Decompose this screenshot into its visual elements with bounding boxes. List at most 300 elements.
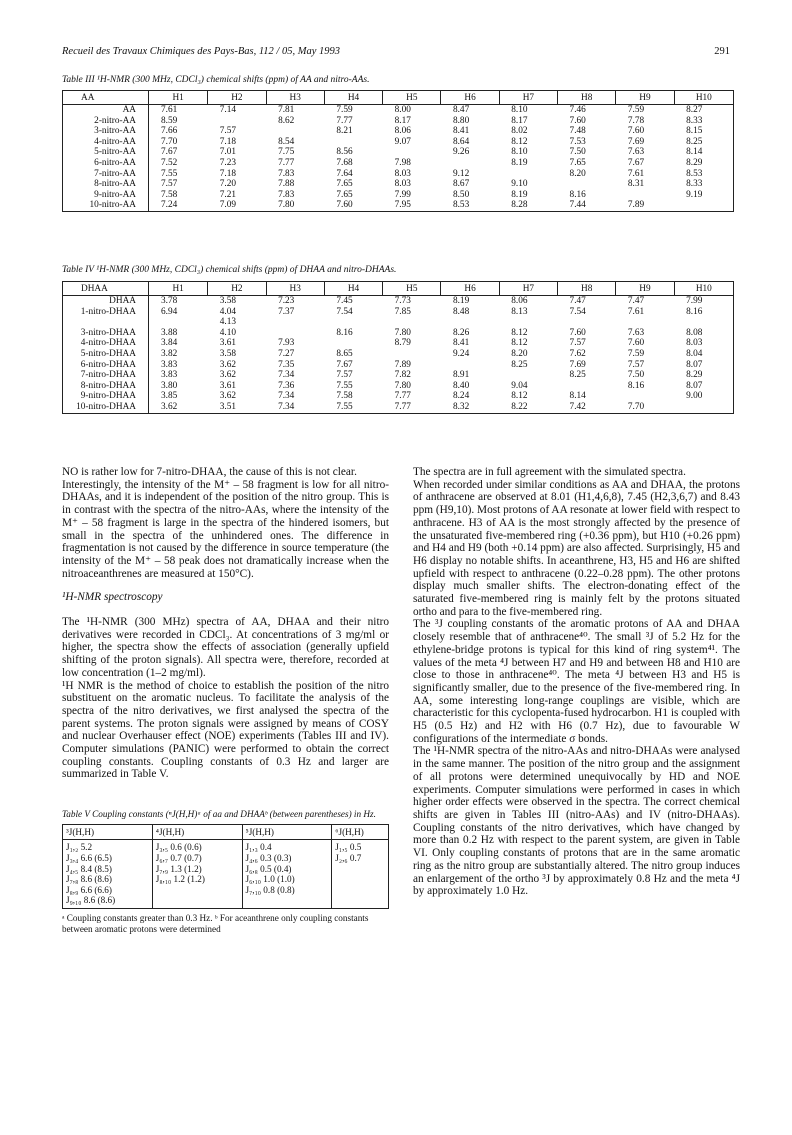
table-row xyxy=(63,126,734,137)
shift-value: 7.61 xyxy=(627,306,645,317)
table5-cell xyxy=(63,840,153,909)
shift-value: 7.34 xyxy=(278,401,295,412)
coupling-value: J₆,₈ 0.5 (0.4) xyxy=(245,863,292,874)
paragraph: Interestingly, the intensity of the M⁺ – 58 fragment is low for all nitro-DHAAs, and it is independent of the position of the nitro group. This is in contrast with the spectra of the nitro-AAs, where the intensity of the M⁺ – 58 fragment is large in the spectra of the hindered isomers, but small in the spectra of the unhindered ones. The difference in fragmentation is not caused by the difference in source temperature (the intensity of the M⁺ – 58 peak does not dramatically increase when the nitroaceanthrenes are measured at 150°C). xyxy=(62,478,389,580)
shift-value: 7.58 xyxy=(161,189,178,200)
shift-value: 7.09 xyxy=(219,200,237,211)
shift-value xyxy=(616,317,674,328)
paragraph: The ³J coupling constants of the aromatic protons of AA and DHAA closely resemble that of anthracene⁴⁰. The small ³J of 5.2 Hz for the ethylene-bridge protons is typical for this kind of ring system⁴¹. The values of the meta ⁴J between H7 and H9 and between H8 and H10 are close to those in anthracene⁴⁰. The meta ⁴J between H3 and H5 is significantly smaller, due to the presence of the five-membered ring. In AA, some interesting long-range couplings are visible, which are characteristic for this cyclopenta-fused hydrocarbon. H1 is coupled with H5 (0.5 Hz) and H2 with H6 (0.7 Hz), due to favourable W configurations of the intermediate σ bonds. xyxy=(413,618,740,745)
shift-value: 7.83 xyxy=(278,189,295,200)
compound-name: 4-nitro-DHAA xyxy=(63,338,149,349)
table5-footnote: ᵃ Coupling constants greater than 0.3 Hz. ᵇ For aceanthrene only coupling constants between aromatic protons were determined xyxy=(62,912,369,934)
table-row xyxy=(63,190,734,201)
table-row xyxy=(63,200,734,211)
shift-value xyxy=(149,317,208,328)
shift-value: 9.10 xyxy=(511,179,528,190)
table4-column-header: H8 xyxy=(558,282,616,296)
shift-value: 7.59 xyxy=(336,105,353,115)
shift-value: 7.88 xyxy=(278,179,295,190)
table-row xyxy=(63,158,734,169)
shift-value: 7.37 xyxy=(278,306,295,317)
shift-value: 8.20 xyxy=(569,168,586,179)
shift-value: 7.55 xyxy=(336,401,353,412)
paragraph: NO is rather low for 7-nitro-DHAA, the cause of this is not clear. xyxy=(62,466,357,478)
shift-value: 8.19 xyxy=(511,189,528,200)
shift-value: 7.62 xyxy=(569,348,586,359)
table5-cell xyxy=(152,840,242,909)
shift-value: 8.25 xyxy=(569,370,586,381)
shift-value: 9.00 xyxy=(686,391,703,402)
shift-value: 8.00 xyxy=(394,105,411,115)
shift-value: 7.70 xyxy=(627,401,645,412)
compound-name: 6-nitro-AA xyxy=(63,158,149,169)
shift-value: 3.83 xyxy=(161,359,178,370)
coupling-value: J₉,₁₀ 8.6 (8.6) xyxy=(66,895,116,906)
shift-value: 8.32 xyxy=(452,401,470,412)
shift-value: 9.07 xyxy=(394,136,411,147)
shift-value: 3.82 xyxy=(161,348,178,359)
shift-value: 7.57 xyxy=(569,338,586,349)
shift-value: 7.61 xyxy=(161,105,178,115)
shift-value: 8.06 xyxy=(394,126,411,137)
shift-value: 3.62 xyxy=(219,370,237,381)
paragraph: The spectra are in full agreement with the simulated spectra. xyxy=(413,466,686,478)
coupling-value: J₁,₅ 0.5 xyxy=(335,842,362,853)
shift-value: 7.93 xyxy=(278,338,295,349)
shift-value: 7.57 xyxy=(336,370,353,381)
shift-value xyxy=(324,317,382,328)
shift-value: 8.17 xyxy=(394,115,411,126)
shift-value: 7.65 xyxy=(336,189,353,200)
shift-value xyxy=(499,317,557,328)
shift-value xyxy=(499,370,557,381)
shift-value: 7.73 xyxy=(394,296,411,306)
table5-caption: Table V Coupling constants (ⁿJ(H,H)ᵃ of aa and DHAAᵇ (between parentheses) in Hz. xyxy=(62,809,376,820)
shift-value: 9.04 xyxy=(511,380,528,391)
shift-value: 7.54 xyxy=(336,306,353,317)
table5-header: ⁴J(H,H) xyxy=(152,824,242,840)
shift-value: 7.18 xyxy=(219,168,237,179)
shift-value xyxy=(558,381,616,392)
table4-column-header: H5 xyxy=(383,282,441,296)
shift-value: 7.57 xyxy=(219,126,237,137)
coupling-value: J₈,₉ 6.6 (6.6) xyxy=(66,884,112,895)
shift-value: 3.58 xyxy=(219,296,237,306)
shift-value: 7.50 xyxy=(569,147,586,158)
shift-value: 4.04 xyxy=(219,306,237,317)
table4-column-header: H6 xyxy=(441,282,499,296)
shift-value: 8.03 xyxy=(394,179,411,190)
shift-value: 7.61 xyxy=(627,168,645,179)
table5-header: ⁵J(H,H) xyxy=(242,824,332,840)
shift-value: 8.12 xyxy=(511,338,528,349)
shift-value: 7.23 xyxy=(219,157,237,168)
compound-name: 6-nitro-DHAA xyxy=(63,360,149,371)
shift-value: 8.12 xyxy=(511,327,528,338)
shift-value xyxy=(441,360,499,371)
shift-value: 8.10 xyxy=(511,105,528,115)
compound-name: 5-nitro-DHAA xyxy=(63,349,149,360)
table-row xyxy=(63,381,734,392)
shift-value xyxy=(674,402,733,413)
shift-value: 8.29 xyxy=(686,157,703,168)
shift-value: 7.44 xyxy=(569,200,586,211)
shift-value: 3.61 xyxy=(219,380,237,391)
table5-header: ⁶J(H,H) xyxy=(332,824,389,840)
shift-value xyxy=(558,179,616,190)
shift-value: 7.42 xyxy=(569,401,586,412)
shift-value: 7.67 xyxy=(627,157,645,168)
compound-name: 2-nitro-AA xyxy=(63,116,149,127)
compound-name: 7-nitro-AA xyxy=(63,169,149,180)
shift-value: 8.17 xyxy=(511,115,528,126)
shift-value: 8.25 xyxy=(511,359,528,370)
shift-value: 3.84 xyxy=(161,338,178,349)
shift-value: 4.13 xyxy=(219,317,237,328)
shift-value: 8.54 xyxy=(278,136,295,147)
coupling-value: J₈,₁₀ 1.2 (1.2) xyxy=(155,874,205,885)
shift-value xyxy=(324,338,382,349)
coupling-value: J₆,₁₀ 1.0 (1.0) xyxy=(245,874,295,885)
shift-value: 8.04 xyxy=(686,348,703,359)
shift-value: 8.07 xyxy=(686,380,703,391)
table3-column-header: H1 xyxy=(149,91,208,105)
table3-column-header: H4 xyxy=(324,91,382,105)
shift-value: 7.80 xyxy=(394,380,411,391)
shift-value xyxy=(383,317,441,328)
shift-value: 7.54 xyxy=(569,306,586,317)
coupling-value: J₆,₇ 0.7 (0.7) xyxy=(155,852,202,863)
shift-value: 8.02 xyxy=(511,126,528,137)
table3 xyxy=(62,90,734,212)
shift-value: 7.85 xyxy=(394,306,411,317)
compound-name: 10-nitro-AA xyxy=(63,200,149,211)
shift-value xyxy=(674,200,733,211)
shift-value: 7.99 xyxy=(394,189,411,200)
shift-value: 7.45 xyxy=(336,296,353,306)
shift-value: 8.64 xyxy=(452,136,470,147)
table3-column-header: H10 xyxy=(674,91,733,105)
shift-value: 8.19 xyxy=(452,296,470,306)
shift-value: 8.56 xyxy=(336,147,353,158)
shift-value: 3.61 xyxy=(219,338,237,349)
shift-value: 3.62 xyxy=(161,401,178,412)
coupling-value: J₇,₈ 8.6 (8.6) xyxy=(66,874,112,885)
table-row xyxy=(63,402,734,413)
shift-value: 7.65 xyxy=(569,157,586,168)
coupling-value: J₇,₁₀ 0.8 (0.8) xyxy=(245,884,295,895)
compound-name: 3-nitro-DHAA xyxy=(63,328,149,339)
table5 xyxy=(62,824,389,909)
shift-value: 9.12 xyxy=(452,168,470,179)
shift-value: 7.89 xyxy=(627,200,645,211)
shift-value xyxy=(266,317,324,328)
table-row xyxy=(63,147,734,158)
table3-column-header: H3 xyxy=(266,91,324,105)
shift-value: 9.26 xyxy=(452,147,470,158)
shift-value: 3.85 xyxy=(161,391,178,402)
shift-value: 8.03 xyxy=(686,338,703,349)
compound-name: 1-nitro-DHAA xyxy=(63,307,149,318)
shift-value: 7.27 xyxy=(278,348,295,359)
compound-name: 7-nitro-DHAA xyxy=(63,370,149,381)
shift-value: 7.46 xyxy=(569,105,586,115)
shift-value: 8.33 xyxy=(686,115,703,126)
shift-value: 7.82 xyxy=(394,370,411,381)
shift-value: 8.62 xyxy=(278,115,295,126)
coupling-value: J₃,₄ 6.6 (6.5) xyxy=(66,852,112,863)
table4-header-row xyxy=(63,282,734,296)
section-heading: ¹H-NMR spectroscopy xyxy=(62,591,163,604)
shift-value: 8.59 xyxy=(161,115,178,126)
compound-name xyxy=(63,317,149,328)
shift-value: 8.26 xyxy=(452,327,470,338)
shift-value: 8.24 xyxy=(452,391,470,402)
table-row xyxy=(63,105,734,116)
shift-value: 7.69 xyxy=(569,359,586,370)
table3-column-header: AA xyxy=(63,91,149,105)
table4-body xyxy=(63,296,734,414)
table-row xyxy=(63,179,734,190)
coupling-value: J₃,₅ 0.6 (0.6) xyxy=(155,842,202,853)
shift-value: 7.55 xyxy=(161,168,178,179)
table3-column-header: H6 xyxy=(441,91,499,105)
shift-value: 8.15 xyxy=(686,126,703,137)
shift-value: 8.40 xyxy=(452,380,470,391)
table4 xyxy=(62,281,734,414)
paragraph: The ¹H-NMR (300 MHz) spectra of AA, DHAA and their nitro derivatives were recorded in CDCl₃. At concentrations of 3 mg/ml or higher, the spectra show the effects of association (generally upfield shifting of the proton signals). All spectra were, therefore, recorded at low concentration (1–2 mg/ml). xyxy=(62,616,389,679)
shift-value: 8.14 xyxy=(686,147,703,158)
paragraph: When recorded under similar conditions as AA and DHAA, the protons of anthracene are observed at 8.01 (H1,4,6,8), 7.45 (H2,3,6,7) and 8.43 ppm (H9,10). Most protons of AA resonate at lower field with respect to anthracene. H3 of AA is the most strongly affected by the presence of the unsaturated five-membered ring (+0.36 ppm), but H10 (+0.26 ppm) and H4 and H9 (both +0.14 ppm) are also affected. Surprisingly, H5 and H6 display no notable shifts. In aceanthrene, H3, H5 and H6 are shifted upfield with respect to anthracene (0.22–0.28 ppm). The other protons display much smaller shifts. The electron-donating effect of the saturated five-membered ring is mainly felt by the protons situated ortho and para to the five-membered ring. xyxy=(413,478,741,618)
shift-value: 8.31 xyxy=(627,179,645,190)
shift-value: 7.59 xyxy=(627,348,645,359)
compound-name: 8-nitro-DHAA xyxy=(63,381,149,392)
shift-value: 7.57 xyxy=(627,359,645,370)
shift-value: 8.53 xyxy=(686,168,703,179)
shift-value: 7.67 xyxy=(336,359,353,370)
shift-value: 7.77 xyxy=(394,401,411,412)
shift-value: 6.94 xyxy=(161,306,178,317)
table3-column-header: H8 xyxy=(558,91,616,105)
table-row xyxy=(63,370,734,381)
shift-value: 8.25 xyxy=(686,136,703,147)
compound-name: AA xyxy=(63,105,149,116)
right-column xyxy=(413,466,740,898)
shift-value: 8.20 xyxy=(511,348,528,359)
shift-value: 7.77 xyxy=(336,115,353,126)
table3-column-header: H2 xyxy=(208,91,266,105)
shift-value: 8.07 xyxy=(686,359,703,370)
shift-value xyxy=(266,126,324,137)
page-number: 291 xyxy=(714,46,730,57)
compound-name: 3-nitro-AA xyxy=(63,126,149,137)
shift-value: 8.08 xyxy=(686,327,703,338)
shift-value: 7.58 xyxy=(336,391,353,402)
shift-value: 7.68 xyxy=(336,157,353,168)
table4-column-header: DHAA xyxy=(63,282,149,296)
running-header xyxy=(62,46,730,62)
shift-value: 8.50 xyxy=(452,189,470,200)
shift-value xyxy=(441,317,499,328)
shift-value: 8.80 xyxy=(452,115,470,126)
shift-value xyxy=(499,169,557,180)
table4-column-header: H10 xyxy=(674,282,733,296)
shift-value: 7.14 xyxy=(219,105,237,115)
shift-value: 7.47 xyxy=(627,296,645,306)
table3-header-row xyxy=(63,91,734,105)
table-row xyxy=(63,328,734,339)
left-column xyxy=(62,466,389,934)
shift-value xyxy=(383,349,441,360)
shift-value: 7.89 xyxy=(394,359,411,370)
paragraph: The ¹H-NMR spectra of the nitro-AAs and nitro-DHAAs were analysed in the same manner. The position of the nitro group and the assignment of all protons were determined unequivocally by HD and NOE experiments. Computer simulations were performed in cases in which higher order effects were observed in the spectra. The correct chemical shifts are given in Tables III (nitro-AAs) and IV (nitro-DHAAs). Coupling constants of the nitro derivatives, which have changed by more than 0.2 Hz with respect to the parent system, are given in Table VI. Only coupling constants of protons that are in the same aromatic ring as the nitro group are substantially altered. The nitro group induces an enlargement of the ortho ³J by approximately 0.8 Hz and the meta ⁴J by approximately 1.0 Hz. xyxy=(413,745,740,898)
shift-value: 3.62 xyxy=(219,391,237,402)
table-row xyxy=(63,307,734,318)
shift-value: 8.41 xyxy=(452,126,470,137)
shift-value: 8.28 xyxy=(511,200,528,211)
table4-column-header: H4 xyxy=(324,282,382,296)
coupling-value: J₁,₂ 5.2 xyxy=(66,842,93,853)
shift-value: 7.23 xyxy=(278,296,295,306)
shift-value: 7.36 xyxy=(278,380,295,391)
shift-value: 8.91 xyxy=(452,370,470,381)
shift-value: 8.29 xyxy=(686,370,703,381)
shift-value: 7.60 xyxy=(336,200,353,211)
shift-value: 7.24 xyxy=(161,200,178,211)
table3-body xyxy=(63,105,734,212)
table5-header: ³J(H,H) xyxy=(63,824,153,840)
table4-column-header: H3 xyxy=(266,282,324,296)
shift-value: 7.78 xyxy=(627,115,645,126)
table-row xyxy=(63,391,734,402)
coupling-value: J₁,₃ 0.4 xyxy=(245,842,272,853)
shift-value: 7.75 xyxy=(278,147,295,158)
shift-value xyxy=(266,328,324,339)
shift-value: 3.88 xyxy=(161,327,178,338)
coupling-value: J₄,₅ 8.4 (8.5) xyxy=(66,863,112,874)
shift-value: 7.47 xyxy=(569,296,586,306)
table3-column-header: H5 xyxy=(383,91,441,105)
shift-value xyxy=(383,147,441,158)
compound-name: DHAA xyxy=(63,296,149,307)
table5-cell xyxy=(242,840,332,909)
table-row xyxy=(63,116,734,127)
shift-value: 8.67 xyxy=(452,179,470,190)
table4-column-header: H9 xyxy=(616,282,674,296)
shift-value: 7.60 xyxy=(627,338,645,349)
compound-name: 9-nitro-AA xyxy=(63,190,149,201)
shift-value: 7.34 xyxy=(278,370,295,381)
coupling-value: J₄,₆ 0.3 (0.3) xyxy=(245,852,292,863)
table3-column-header: H7 xyxy=(499,91,557,105)
shift-value: 8.06 xyxy=(511,296,528,306)
shift-value: 7.83 xyxy=(278,168,295,179)
table-row xyxy=(63,349,734,360)
shift-value: 7.50 xyxy=(627,370,645,381)
shift-value: 7.60 xyxy=(627,126,645,137)
shift-value xyxy=(324,137,382,148)
shift-value: 8.16 xyxy=(686,306,703,317)
shift-value xyxy=(208,116,266,127)
shift-value: 7.60 xyxy=(569,115,586,126)
shift-value xyxy=(616,391,674,402)
shift-value: 8.12 xyxy=(511,391,528,402)
shift-value: 8.14 xyxy=(569,391,586,402)
shift-value: 8.79 xyxy=(394,338,411,349)
shift-value: 8.16 xyxy=(336,327,353,338)
shift-value: 7.95 xyxy=(394,200,411,211)
table4-caption: Table IV ¹H-NMR (300 MHz, CDCl₃) chemical shifts (ppm) of DHAA and nitro-DHAAs. xyxy=(62,265,397,275)
shift-value: 8.16 xyxy=(627,380,645,391)
shift-value: 7.53 xyxy=(569,136,586,147)
shift-value: 3.62 xyxy=(219,359,237,370)
shift-value: 8.41 xyxy=(452,338,470,349)
shift-value: 8.10 xyxy=(511,147,528,158)
compound-name: 8-nitro-AA xyxy=(63,179,149,190)
shift-value: 8.22 xyxy=(511,401,528,412)
shift-value xyxy=(558,317,616,328)
shift-value: 8.27 xyxy=(686,105,703,115)
shift-value: 3.58 xyxy=(219,348,237,359)
shift-value: 8.21 xyxy=(336,126,353,137)
coupling-value: J₇,₉ 1.3 (1.2) xyxy=(155,863,202,874)
shift-value: 7.48 xyxy=(569,126,586,137)
compound-name: 5-nitro-AA xyxy=(63,147,149,158)
shift-value: 8.33 xyxy=(686,179,703,190)
shift-value: 7.63 xyxy=(627,327,645,338)
table-row xyxy=(63,360,734,371)
shift-value: 7.64 xyxy=(336,168,353,179)
shift-value: 7.35 xyxy=(278,359,295,370)
compound-name: 9-nitro-DHAA xyxy=(63,391,149,402)
shift-value: 8.16 xyxy=(569,189,586,200)
table4-column-header: H1 xyxy=(149,282,208,296)
shift-value xyxy=(674,317,733,328)
table-row xyxy=(63,317,734,328)
shift-value: 7.65 xyxy=(336,179,353,190)
shift-value: 3.83 xyxy=(161,370,178,381)
shift-value: 7.67 xyxy=(161,147,178,158)
shift-value: 9.24 xyxy=(452,348,470,359)
shift-value: 3.78 xyxy=(161,296,178,306)
shift-value: 7.70 xyxy=(161,136,178,147)
table-row xyxy=(63,137,734,148)
shift-value: 7.63 xyxy=(627,147,645,158)
shift-value: 8.48 xyxy=(452,306,470,317)
table3-column-header: H9 xyxy=(616,91,674,105)
shift-value: 9.19 xyxy=(686,189,703,200)
shift-value: 7.18 xyxy=(219,136,237,147)
shift-value: 8.19 xyxy=(511,157,528,168)
compound-name: 10-nitro-DHAA xyxy=(63,402,149,413)
shift-value: 7.80 xyxy=(394,327,411,338)
shift-value: 7.77 xyxy=(394,391,411,402)
shift-value: 4.10 xyxy=(219,327,237,338)
table4-column-header: H2 xyxy=(208,282,266,296)
shift-value: 8.13 xyxy=(511,306,528,317)
shift-value: 7.98 xyxy=(394,157,411,168)
shift-value: 7.77 xyxy=(278,157,295,168)
table5-cell xyxy=(332,840,389,909)
shift-value: 7.99 xyxy=(686,296,703,306)
shift-value: 7.69 xyxy=(627,136,645,147)
table-row xyxy=(63,296,734,307)
table3-caption: Table III ¹H-NMR (300 MHz, CDCl₃) chemical shifts (ppm) of AA and nitro-AAs. xyxy=(62,75,370,85)
coupling-value: J₂,₆ 0.7 xyxy=(335,852,362,863)
table-row xyxy=(63,338,734,349)
shift-value: 7.80 xyxy=(278,200,295,211)
shift-value: 8.47 xyxy=(452,105,470,115)
